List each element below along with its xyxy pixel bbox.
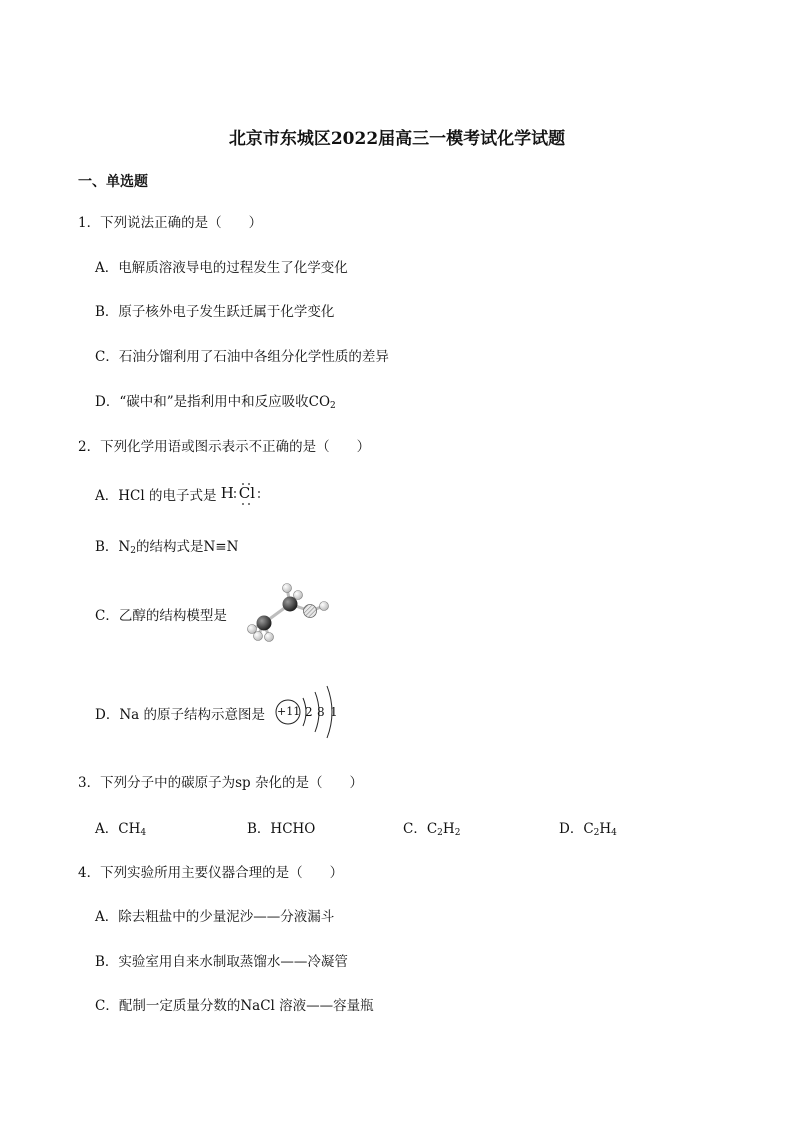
question-2-option-b-suffix: 的结构式是N≡N — [135, 539, 239, 555]
n2-subscript: 2 — [130, 546, 136, 556]
carbon-atom-1 — [257, 616, 272, 631]
nucleus-charge: +11 — [277, 705, 301, 718]
question-3-option-d-text: D．C — [559, 821, 594, 837]
question-3-option-c — [403, 817, 460, 838]
hcl-electron-formula — [221, 482, 265, 506]
subscript: 2 — [437, 828, 443, 838]
hydrogen-atom — [283, 584, 292, 593]
question-4-option-b: B．实验室用自来水制取蒸馏水——冷凝管 — [95, 954, 348, 970]
question-3-option-a — [95, 817, 146, 838]
oxygen-atom — [304, 605, 317, 618]
question-3-option-a-text: A．CH — [95, 821, 141, 837]
question-1-option-a: A．电解质溶液导电的过程发生了化学变化 — [95, 260, 348, 276]
shell-1-electrons: 2 — [305, 705, 313, 719]
question-2-option-d: D．Na 的原子结构示意图是 — [95, 707, 265, 723]
question-1-option-d — [95, 390, 336, 411]
question-2-option-a-text: A．HCl 的电子式是 — [95, 488, 217, 504]
sodium-atomic-structure-diagram — [273, 682, 343, 742]
question-3-option-c-text: C．C — [403, 821, 438, 837]
subscript: 4 — [140, 828, 147, 838]
question-1-option-d-text: D．“碳中和”是指利用中和反应吸收CO — [95, 394, 331, 410]
hydrogen-atom — [265, 633, 274, 642]
ethanol-ball-and-stick-model — [240, 575, 340, 645]
co2-subscript: 2 — [330, 401, 336, 411]
hydrogen-atom — [294, 591, 303, 600]
question-1-stem: 1．下列说法正确的是（ ） — [78, 215, 263, 231]
question-4-option-a: A．除去粗盐中的少量泥沙——分液漏斗 — [95, 909, 335, 925]
subscript: 4 — [611, 828, 617, 838]
question-4-stem: 4．下列实验所用主要仪器合理的是（ ） — [78, 865, 344, 881]
subscript: 2 — [454, 828, 461, 838]
hcl-cl-symbol: Cl — [238, 484, 256, 502]
shell-3-electrons: 1 — [330, 705, 338, 719]
formula-part: H — [599, 821, 612, 837]
question-2-option-b — [95, 535, 238, 556]
section-heading: 一、单选题 — [78, 174, 148, 190]
shell-2-electrons: 8 — [317, 705, 325, 719]
question-4-option-c: C．配制一定质量分数的NaCl 溶液——容量瓶 — [95, 998, 374, 1014]
hydrogen-atom — [320, 602, 329, 611]
question-2-option-a — [95, 482, 265, 506]
question-3-stem: 3．下列分子中的碳原子为sp 杂化的是（ ） — [78, 775, 363, 791]
hcl-h-symbol: H — [220, 484, 234, 502]
question-2-option-c: C．乙醇的结构模型是 — [95, 608, 227, 624]
hydrogen-atom — [254, 632, 263, 641]
question-1-option-c: C．石油分馏利用了石油中各组分化学性质的差异 — [95, 349, 389, 365]
page-title: 北京市东城区2022届高三一模考试化学试题 — [228, 129, 566, 149]
question-3-option-b: B．HCHO — [247, 821, 316, 837]
question-2-stem: 2．下列化学用语或图示表示不正确的是（ ） — [78, 439, 371, 455]
question-1-option-b: B．原子核外电子发生跃迁属于化学变化 — [95, 304, 335, 320]
subscript: 2 — [593, 828, 600, 838]
question-2-option-b-prefix: B．N — [95, 539, 131, 555]
formula-part: H — [442, 821, 455, 837]
question-3-option-d — [559, 817, 617, 838]
